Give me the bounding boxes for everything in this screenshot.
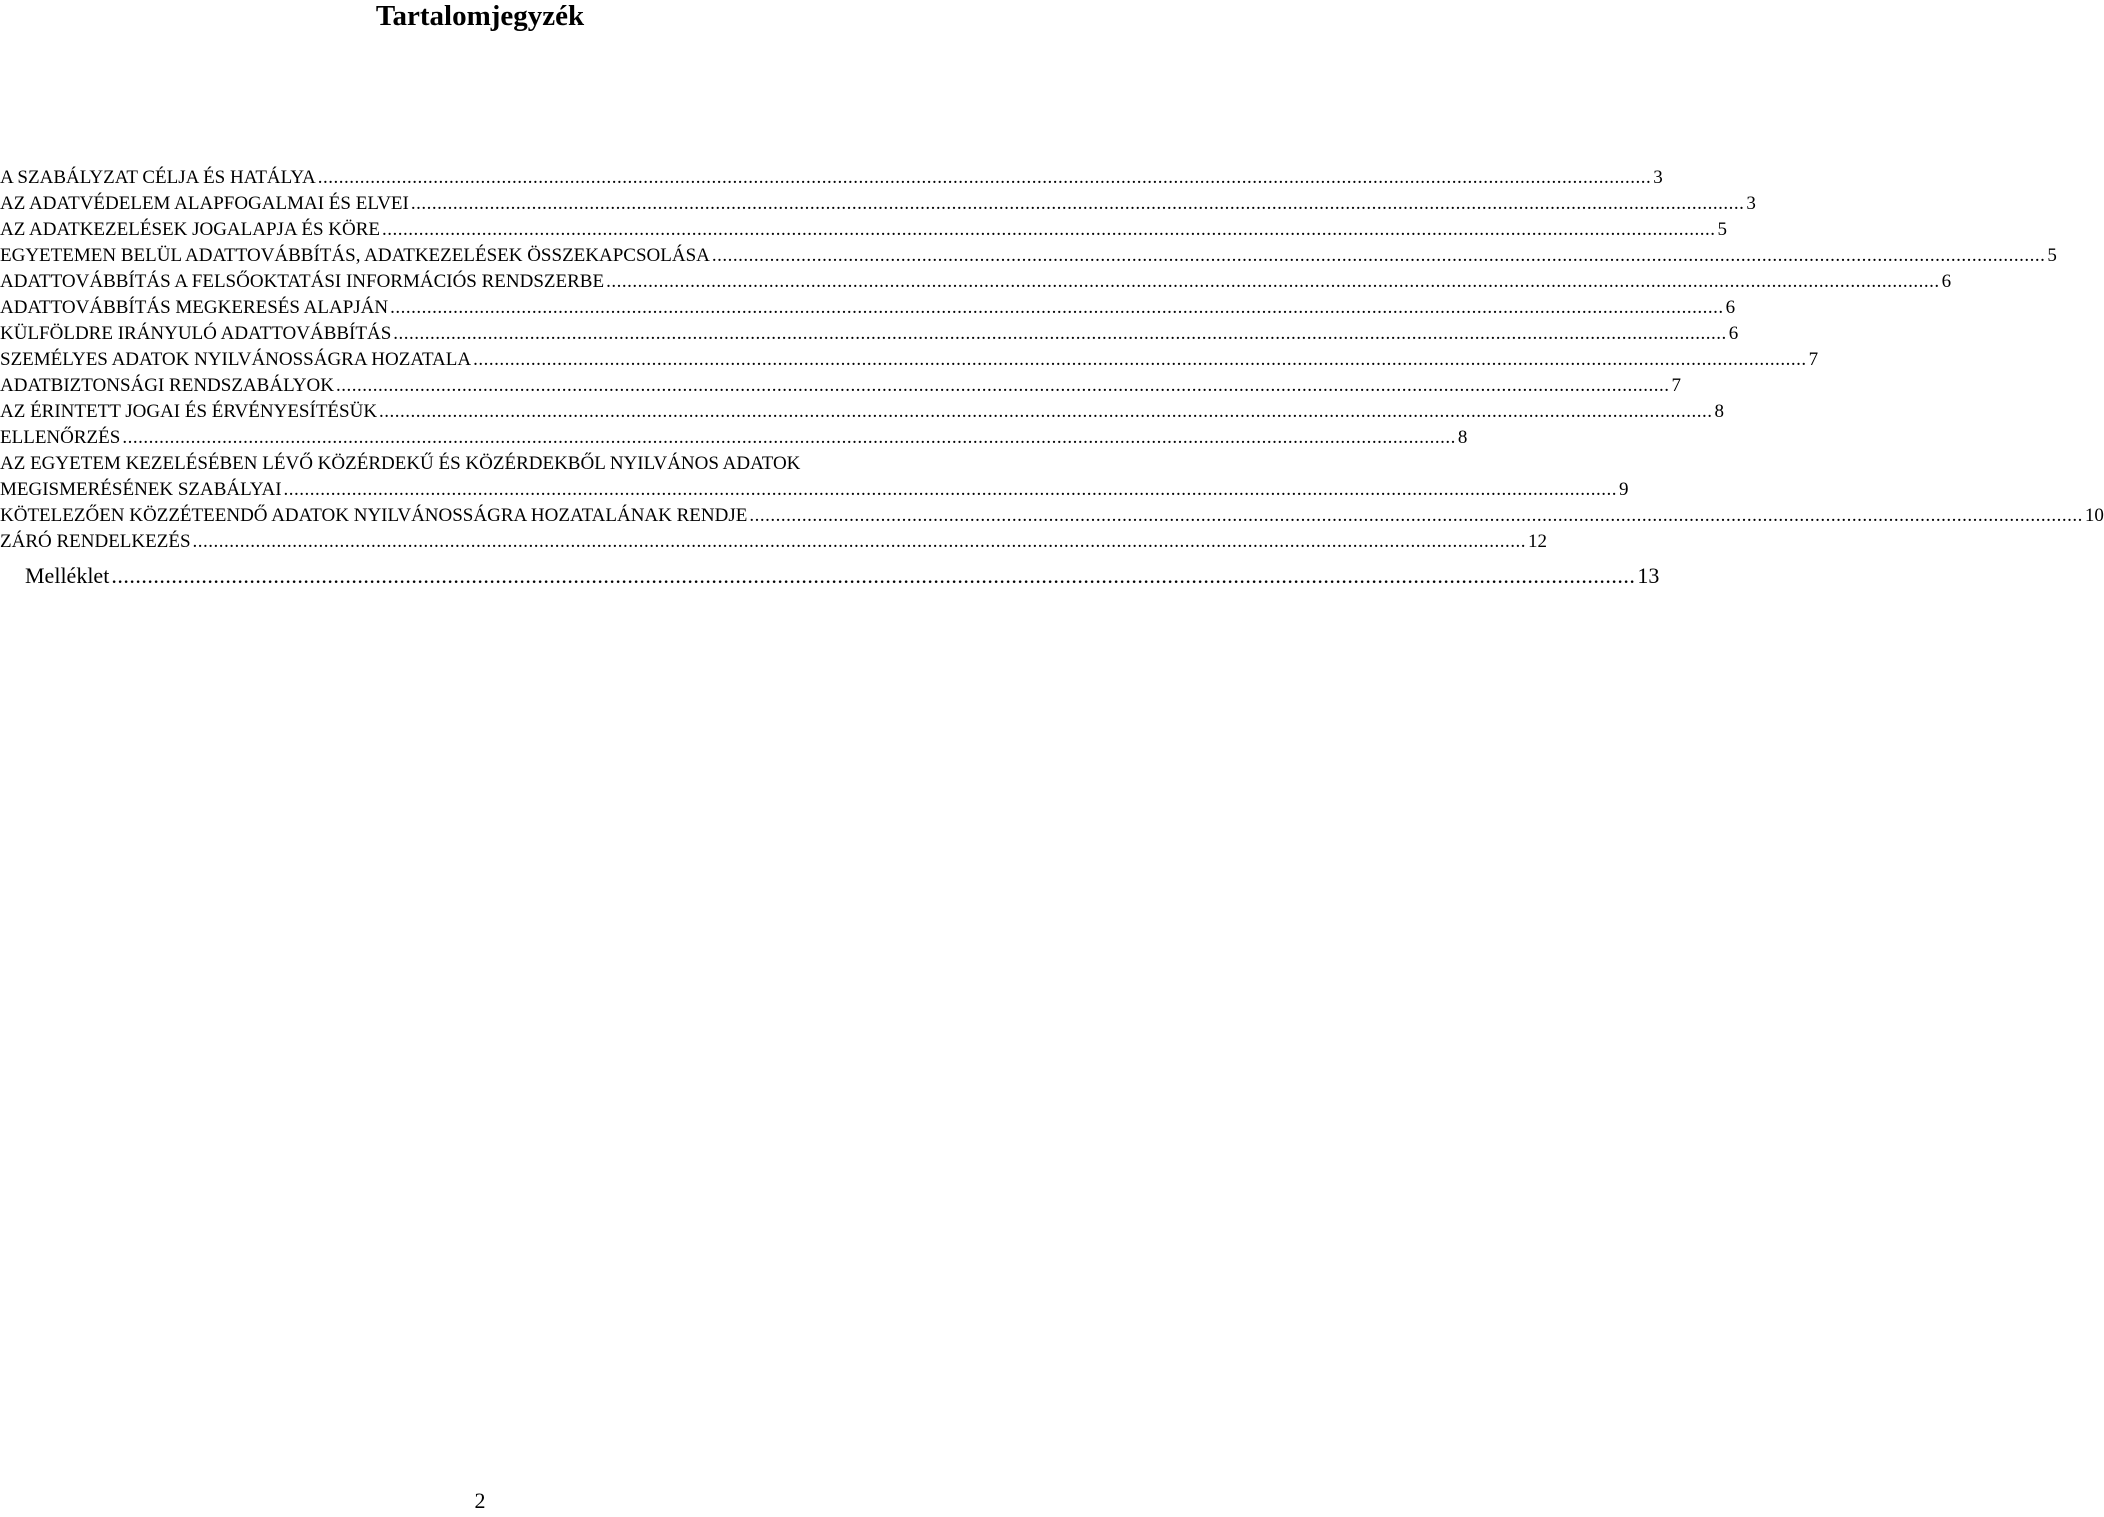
toc-entry-page: 13 (1637, 563, 1660, 588)
toc-leader-dots (411, 191, 1745, 217)
toc-entry-page: 9 (1619, 479, 1629, 500)
toc-entry-page: 10 (2084, 505, 2104, 526)
toc-leader-dots (473, 347, 1807, 373)
toc-entry-label: Melléklet (25, 563, 110, 588)
toc-leader-dots (390, 295, 1724, 321)
toc-leader-dots (284, 477, 1618, 503)
toc-entry-page: 12 (1528, 531, 1548, 552)
toc-leader-dots (393, 321, 1727, 347)
toc-entry-label: A SZABÁLYZAT CÉLJA ÉS HATÁLYA (0, 167, 316, 188)
toc-entry-label: ADATBIZTONSÁGI RENDSZABÁLYOK (0, 375, 334, 396)
toc-entry[interactable] (0, 373, 1681, 399)
toc-entry[interactable] (0, 503, 2104, 529)
toc-entry-page: 8 (1457, 427, 1468, 448)
toc-entry[interactable] (0, 243, 2057, 269)
toc-entry[interactable] (0, 529, 1548, 555)
toc-entry-page: 7 (1808, 349, 1819, 370)
toc-entry-page: 3 (1653, 167, 1663, 188)
toc-entry-label: AZ ÉRINTETT JOGAI ÉS ÉRVÉNYESÍTÉSÜK (0, 401, 378, 422)
toc-leader-dots (379, 399, 1713, 425)
toc-leader-dots (111, 561, 1635, 591)
toc-leader-dots (318, 165, 1652, 191)
toc-entry-label: ADATTOVÁBBÍTÁS MEGKERESÉS ALAPJÁN (0, 297, 389, 318)
toc-entry[interactable] (0, 165, 1663, 191)
toc-entry-label: AZ ADATKEZELÉSEK JOGALAPJA ÉS KÖRE (0, 219, 380, 240)
toc-entry-page: 5 (1717, 219, 1727, 240)
toc-entry-label-line2: MEGISMERÉSÉNEK SZABÁLYAI (0, 479, 282, 500)
toc-leader-dots (606, 269, 1940, 295)
toc-entry-page: 6 (1728, 323, 1739, 344)
toc-entry-page: 7 (1671, 375, 1681, 396)
toc-entry-multiline[interactable] (0, 451, 1629, 503)
toc-entry-label: ADATTOVÁBBÍTÁS A FELSŐOKTATÁSI INFORMÁCIÓS RENDSZERBE (0, 271, 605, 292)
toc-entry-label: KÖTELEZŐEN KÖZZÉTEENDŐ ADATOK NYILVÁNOSSÁGRA HOZATALÁNAK RENDJE (0, 505, 748, 526)
toc-entry[interactable] (0, 425, 1468, 451)
toc-entry-label: SZEMÉLYES ADATOK NYILVÁNOSSÁGRA HOZATALA (0, 349, 472, 370)
page-title: Tartalomjegyzék (375, 0, 585, 32)
toc-entry[interactable] (0, 217, 1727, 243)
toc-leader-dots (382, 217, 1716, 243)
toc-entry-page: 3 (1746, 193, 1756, 214)
toc-entry[interactable] (0, 347, 1819, 373)
toc-entry[interactable] (0, 191, 1756, 217)
toc-entry-label: AZ ADATVÉDELEM ALAPFOGALMAI ÉS ELVEI (0, 193, 409, 214)
toc-leader-dots (712, 243, 2046, 269)
toc-entry-label: EGYETEMEN BELÜL ADATTOVÁBBÍTÁS, ADATKEZELÉSEK ÖSSZEKAPCSOLÁSA (0, 245, 710, 266)
page-number: 2 (474, 1488, 486, 1513)
toc-leader-dots (122, 425, 1456, 451)
toc-entry-appendix[interactable] (0, 561, 1660, 591)
toc-leader-dots (749, 503, 2083, 529)
toc-entry[interactable] (0, 321, 1739, 347)
toc-entry-page: 5 (2047, 245, 2057, 266)
toc-entry-label: ELLENŐRZÉS (0, 427, 121, 448)
toc-entry[interactable] (0, 295, 1736, 321)
toc-entry[interactable] (0, 399, 1725, 425)
toc-leader-dots (336, 373, 1670, 399)
toc-entry-page: 8 (1714, 401, 1725, 422)
toc-entry[interactable] (0, 269, 1952, 295)
toc-leader-dots (193, 529, 1527, 555)
toc-entry-page: 6 (1725, 297, 1736, 318)
table-of-contents (0, 165, 2104, 591)
toc-entry-label: ZÁRÓ RENDELKEZÉS (0, 531, 191, 552)
toc-entry-label-line1: AZ EGYETEM KEZELÉSÉBEN LÉVŐ KÖZÉRDEKŰ ÉS KÖZÉRDEKBŐL NYILVÁNOS ADATOK (0, 453, 801, 474)
toc-entry-page: 6 (1941, 271, 1952, 292)
toc-entry-label: KÜLFÖLDRE IRÁNYULÓ ADATTOVÁBBÍTÁS (0, 323, 392, 344)
